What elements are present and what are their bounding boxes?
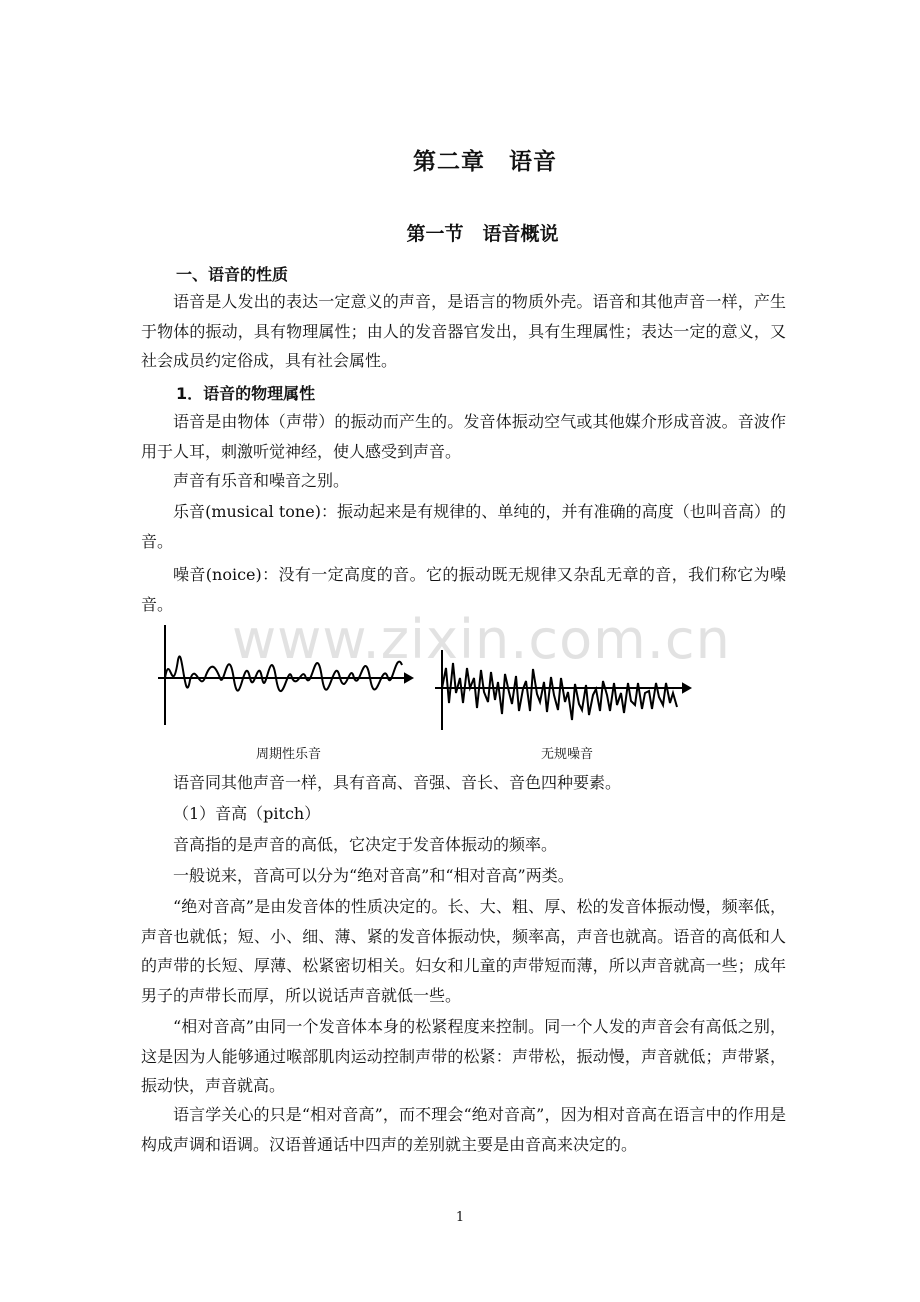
periodic-waveform — [158, 625, 412, 725]
paragraph-four-elements: 语音同其他声音一样，具有音高、音强、音长、音色四种要素。 — [173, 773, 622, 792]
paragraph-noise: 噪音(noice)：没有一定高度的音。它的振动既无规律又杂乱无章的音，我们称它为噪音。 — [141, 565, 786, 614]
chapter-title: 第二章 语音 — [413, 149, 557, 175]
paragraph-absolute-pitch: “绝对音高”是由发音体的性质决定的。长、大、粗、厚、松的发音体振动慢，频率低，声音也就低；短、小、细、薄、紧的发音体振动快，频率高，声音也就高。语音的高低和人的声带的长短、厚薄、松紧密切相关。妇女和儿童的声带短而薄，所以声音就高一些；成年男子的声带长而厚，所以说话声音就低一些。 — [141, 897, 786, 1005]
paragraph-pitch-definition: 音高指的是声音的高低，它决定于发音体振动的频率。 — [173, 835, 558, 854]
paragraph-relative-pitch: “相对音高”由同一个发音体本身的松紧程度来控制。同一个人发的声音会有高低之别，这是因为人能够通过喉部肌肉运动控制声带的松紧：声带松，振动慢，声音就低；声带紧，振动快，声音就高。 — [141, 1017, 786, 1095]
noise-waveform — [435, 650, 690, 730]
watermark: www.zixin.com.cn — [232, 608, 731, 671]
paragraph-vibration: 语音是由物体（声带）的振动而产生的。发音体振动空气或其他媒介形成音波。音波作用于人耳，刺激听觉神经，使人感受到声音。 — [141, 412, 786, 461]
heading-physical-attributes: 1．语音的物理属性 — [176, 384, 316, 403]
figure-caption-noise: 无规噪音 — [541, 747, 594, 762]
paragraph-linguistics-pitch: 语言学关心的只是“相对音高”，而不理会“绝对音高”，因为相对音高在语言中的作用是构成声调和语调。汉语普通话中四声的差别就主要是由音高来决定的。 — [141, 1105, 786, 1154]
waveform-figure — [150, 620, 710, 770]
paragraph-intro: 语音是人发出的表达一定意义的声音，是语言的物质外壳。语音和其他声音一样，产生于物体的振动，具有物理属性；由人的发音器官发出，具有生理属性；表达一定的意义，又社会成员约定俗成，具有社会属性。 — [141, 292, 786, 370]
figure-caption-periodic: 周期性乐音 — [256, 747, 322, 762]
paragraph-pitch-types: 一般说来，音高可以分为“绝对音高”和“相对音高”两类。 — [173, 866, 574, 885]
page-number: 1 — [455, 1210, 465, 1225]
paragraph-pitch-heading: （1）音高（pitch） — [173, 804, 321, 823]
paragraph-music-noise: 声音有乐音和噪音之别。 — [173, 471, 350, 490]
paragraph-musical-tone: 乐音(musical tone)：振动起来是有规律的、单纯的，并有准确的高度（也叫音高）的音。 — [141, 502, 786, 551]
section-title: 第一节 语音概说 — [406, 223, 559, 245]
heading-nature-of-speech: 一、语音的性质 — [176, 265, 289, 284]
